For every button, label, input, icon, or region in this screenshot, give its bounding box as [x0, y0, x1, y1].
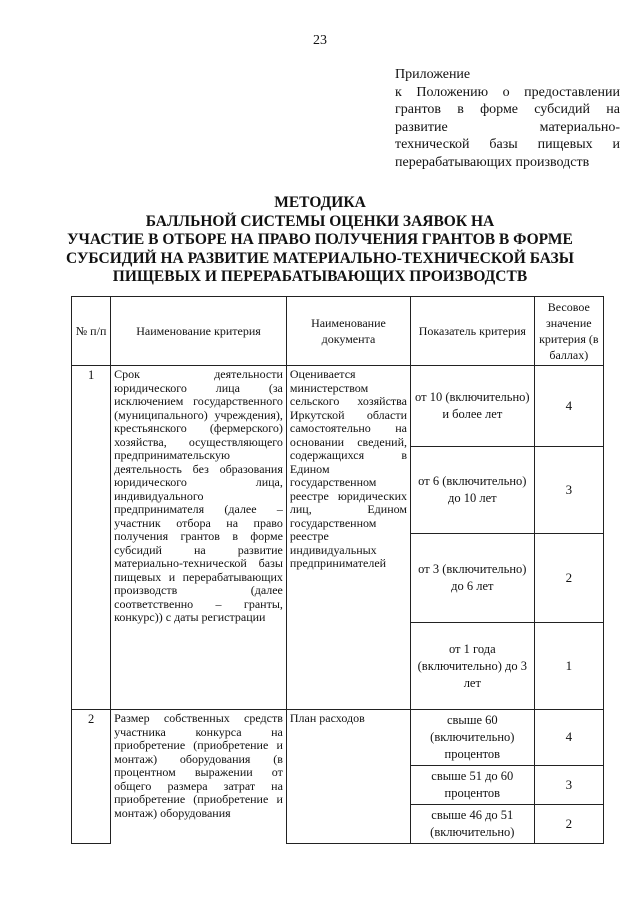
row-num: 1	[72, 366, 111, 710]
indicator-cell: от 6 (включительно) до 10 лет	[411, 447, 535, 534]
criteria-table	[71, 296, 604, 844]
appendix-line: грантов в форме субсидий на	[395, 102, 620, 117]
header-name: Наименование критерия	[111, 297, 287, 366]
weight-cell: 4	[534, 710, 603, 766]
appendix-line: технической базы пищевых и	[395, 137, 620, 152]
weight-cell: 2	[534, 805, 603, 844]
table-row	[72, 366, 604, 447]
weight-cell: 3	[534, 766, 603, 805]
indicator-cell: от 10 (включительно) и более лет	[411, 366, 535, 447]
indicator-cell: свыше 51 до 60 процентов	[411, 766, 535, 805]
table-header-row	[72, 297, 604, 366]
criterion-name: Размер собственных средств участника конкурса на приобретение (приобретение и монтаж) оборудования (в процентном выражении от общего размера затрат на приобретение (приобретение и монтаж) оборудования	[111, 710, 287, 844]
appendix-line: развитие материально-	[395, 119, 620, 135]
indicator-cell: от 3 (включительно) до 6 лет	[411, 534, 535, 623]
header-weight: Весовое значение критерия (в баллах)	[534, 297, 603, 366]
document-title	[60, 194, 580, 287]
header-num: № п/п	[72, 297, 111, 366]
appendix-line: к Положению о предоставлении	[395, 84, 620, 100]
title-line: ПИЩЕВЫХ И ПЕРЕРАБАТЫВАЮЩИХ ПРОИЗВОДСТВ	[112, 268, 528, 285]
indicator-cell: свыше 60 (включительно) процентов	[411, 710, 535, 766]
weight-cell: 2	[534, 534, 603, 623]
title-line: МЕТОДИКА	[274, 194, 366, 211]
criterion-document: План расходов	[286, 710, 410, 844]
title-line: СУБСИДИЙ НА РАЗВИТИЕ МАТЕРИАЛЬНО-ТЕХНИЧЕСКОЙ БАЗЫ	[66, 249, 574, 267]
row-num: 2	[72, 710, 111, 844]
indicator-cell: от 1 года (включительно) до 3 лет	[411, 623, 535, 710]
header-doc: Наименование документа	[286, 297, 410, 366]
criterion-document: Оценивается министерством сельского хозяйства Иркутской области самостоятельно на основании сведений, содержащихся в Едином государственном реестре юридических лиц, Едином государственном реестре индивидуальных предпринимателей	[286, 366, 410, 710]
weight-cell: 1	[534, 623, 603, 710]
criterion-name: Срок деятельности юридического лица (за исключением государственного (муниципального) учреждения), крестьянского (фермерского) хозяйства, осуществляющего предпринимательскую деятельность без образования юридического лица, индивидуального предпринимателя (далее – участник отбора на право получения грантов в форме субсидий на развитие материально-технической базы пищевых и перерабатывающих производств (далее соответственно – гранты, конкурс)) с даты регистрации	[111, 366, 287, 710]
indicator-cell: свыше 46 до 51 (включительно)	[411, 805, 535, 844]
page-number: 23	[313, 33, 327, 48]
table-row	[72, 710, 604, 766]
appendix-block	[395, 66, 620, 171]
weight-cell: 4	[534, 366, 603, 447]
appendix-line: перерабатывающих производств	[395, 154, 590, 170]
title-line: БАЛЛЬНОЙ СИСТЕМЫ ОЦЕНКИ ЗАЯВОК НА	[145, 212, 495, 230]
header-indicator: Показатель критерия	[411, 297, 535, 366]
weight-cell: 3	[534, 447, 603, 534]
appendix-line: Приложение	[395, 67, 471, 82]
title-line: УЧАСТИЕ В ОТБОРЕ НА ПРАВО ПОЛУЧЕНИЯ ГРАНТОВ В ФОРМЕ	[67, 231, 573, 248]
